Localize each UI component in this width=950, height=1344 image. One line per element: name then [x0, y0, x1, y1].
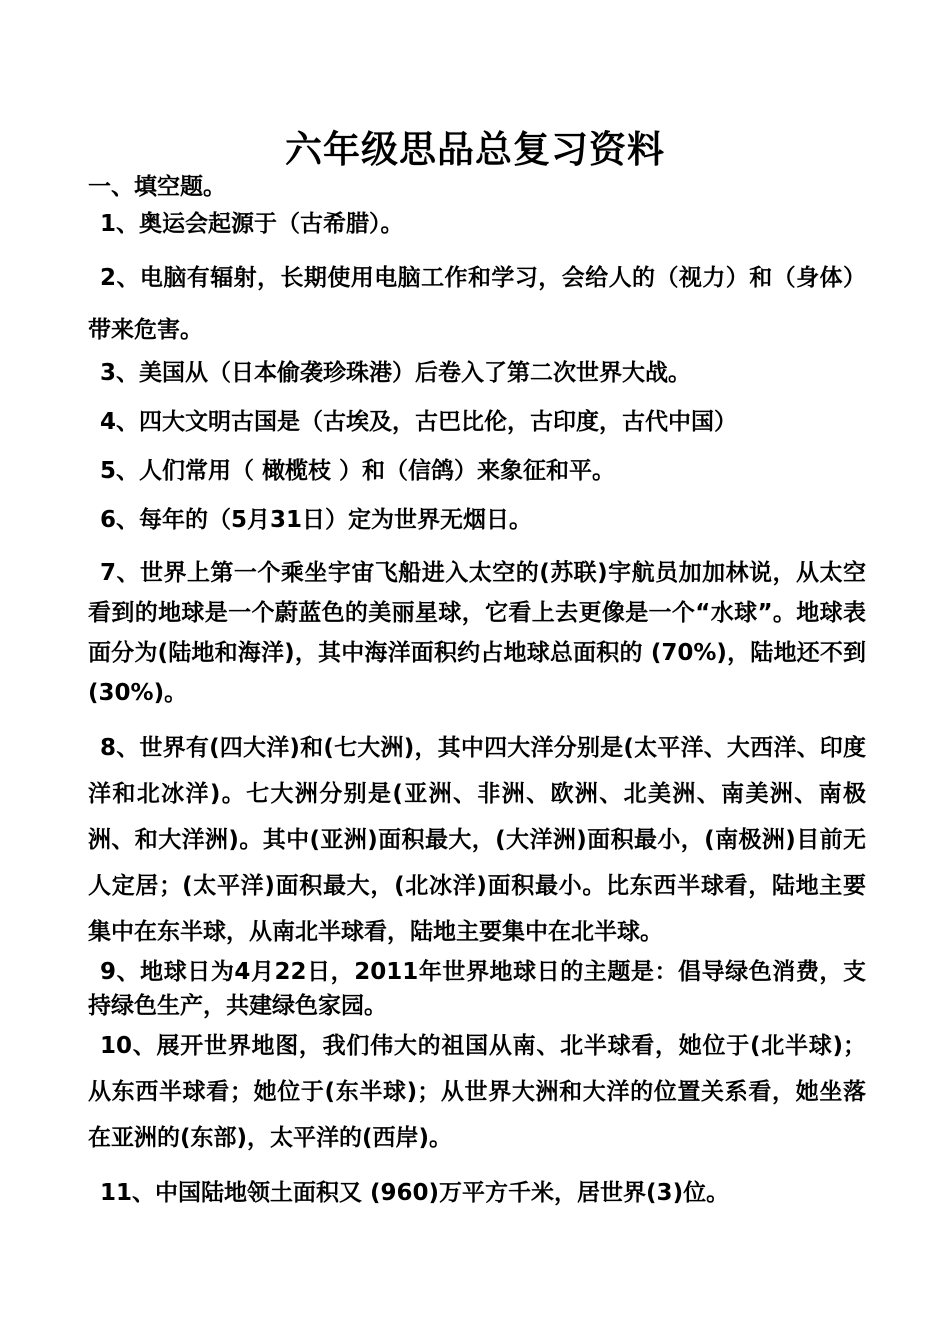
list-item-10: 10、展开世界地图，我们伟大的祖国从南、北半球看，她位于(北半球)；从东西半球看；她位于(东半球)；从世界大洲和大洋的位置关系看，她坐落在亚洲的(东部)，太平洋的(西岸)。	[88, 1033, 866, 1151]
list-item-11: 11、中国陆地领土面积又 (960)万平方千米，居世界(3)位。	[100, 1180, 730, 1206]
list-item-7: 7、世界上第一个乘坐宇宙飞船进入太空的(苏联)宇航员加加林说，从太空看到的地球是一个蔚蓝色的美丽星球，它看上去更像是一个“水球”。地球表面分为(陆地和海洋)，其中海洋面积约占地球总面积的 (70%)，陆地还不到(30%)。	[88, 560, 866, 706]
list-item-4: 4、四大文明古国是（古埃及，古巴比伦，古印度，古代中国）	[100, 409, 738, 435]
list-item-8: 8、世界有(四大洋)和(七大洲)，其中四大洋分别是(太平洋、大西洋、印度洋和北冰洋)。七大洲分别是(亚洲、非洲、欧洲、北美洲、南美洲、南极洲、和大洋洲)。其中(亚洲)面积最大，(大洋洲)面积最小，(南极洲)目前无人定居；(太平洋)面积最大，(北冰洋)面积最小。比东西半球看，陆地主要集中在东半球，从南北半球看，陆地主要集中在北半球。	[88, 735, 866, 945]
list-item-9: 9、地球日为4月22日，2011年世界地球日的主题是：倡导绿色消费，支持绿色生产，共建绿色家园。	[88, 959, 866, 1019]
list-item-6: 6、每年的（5月31日）定为世界无烟日。	[100, 507, 533, 533]
list-item-1: 1、奥运会起源于（古希腊）。	[100, 211, 404, 237]
list-item-5: 5、人们常用（ 橄榄枝 ）和（信鸽）来象征和平。	[100, 458, 616, 484]
document-title: 六年级思品总复习资料	[285, 128, 665, 171]
list-item-3: 3、美国从（日本偷袭珍珠港）后卷入了第二次世界大战。	[100, 360, 692, 386]
list-item-2: 2、电脑有辐射，长期使用电脑工作和学习，会给人的（视力）和（身体）带来危害。	[88, 265, 866, 343]
section-heading: 一、填空题。	[88, 174, 226, 200]
